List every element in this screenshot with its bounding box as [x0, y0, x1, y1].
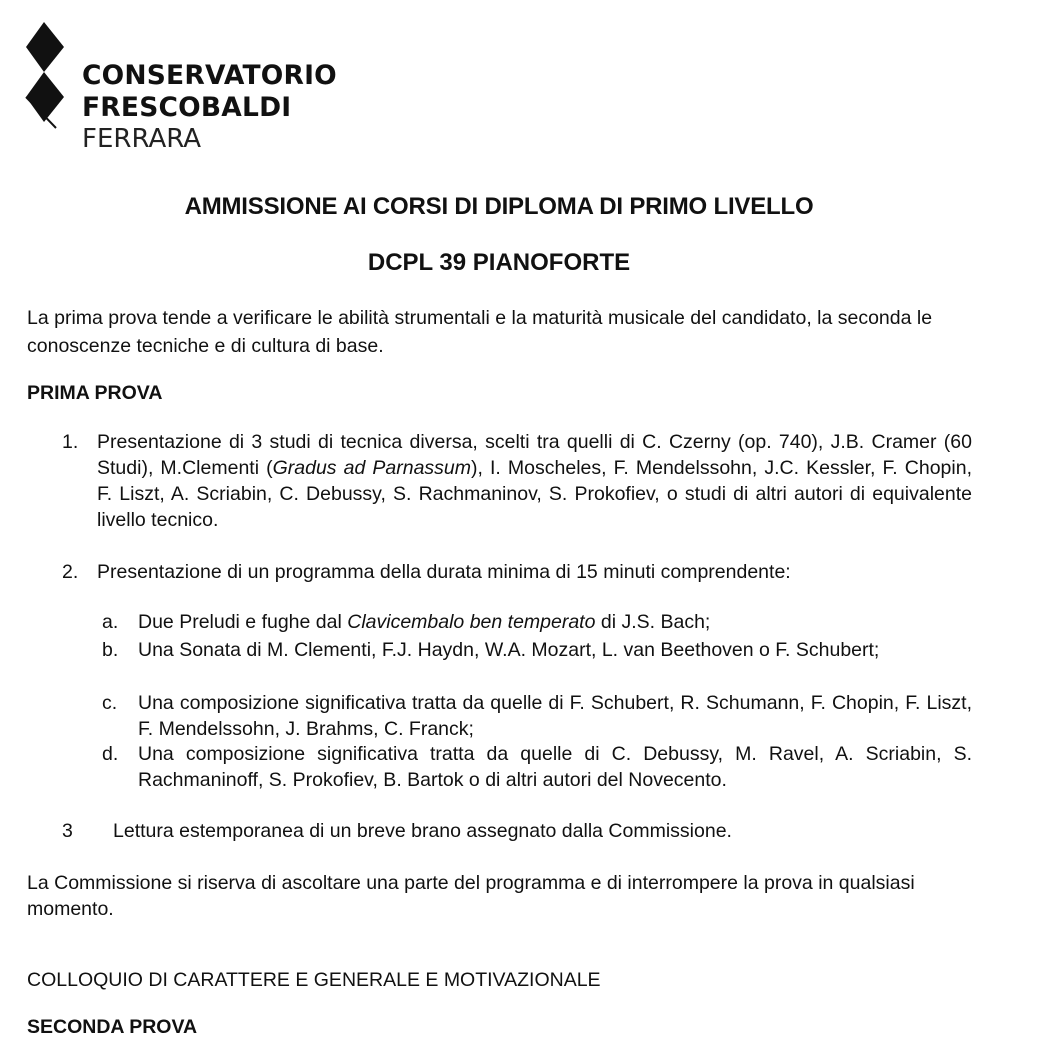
sub-a-text-part-b: di J.S. Bach; — [595, 611, 711, 633]
list-item-3 — [62, 818, 732, 844]
logo-wordmark — [82, 60, 337, 154]
list-item-number: 2. — [62, 561, 79, 583]
seconda-prova-heading: SECONDA PROVA — [27, 1016, 198, 1038]
item1-text-part-a: Presentazione di 3 studi di tecnica diversa, scelti tra quelli di C. Czerny (op. 740), J.B. Cramer (60 Studi), M.Clementi ( — [97, 431, 972, 479]
intro-paragraph: La prima prova tende a verificare le abilità strumentali e la maturità musicale del candidato, la seconda le conoscenze tecniche e di cultura di base. — [27, 307, 933, 357]
list-item-number: 3 — [62, 820, 73, 842]
logo-line-conservatorio: CONSERVATORIO — [82, 60, 337, 91]
list-item-text: Presentazione di un programma della durata minima di 15 minuti comprendente: — [97, 561, 791, 583]
sub-item-letter: a. — [102, 611, 119, 633]
sub-a-italic-title: Clavicembalo ben temperato — [347, 611, 596, 633]
list-item-1 — [62, 429, 972, 533]
logo-line-ferrara: FERRARA — [82, 124, 202, 154]
sub-item-b — [102, 637, 972, 663]
colloquio-heading: COLLOQUIO DI CARATTERE E GENERALE E MOTIVAZIONALE — [27, 969, 601, 991]
sub-item-d — [102, 741, 972, 793]
sub-item-text: Una Sonata di M. Clementi, F.J. Haydn, W.A. Mozart, L. van Beethoven o F. Schubert; — [138, 639, 880, 661]
document-title: AMMISSIONE AI CORSI DI DIPLOMA DI PRIMO LIVELLO — [184, 193, 814, 220]
sub-item-c — [102, 690, 972, 742]
sub-a-text-part-a: Due Preludi e fughe dal — [138, 611, 348, 633]
sub-item-letter: c. — [102, 692, 118, 714]
prima-prova-heading: PRIMA PROVA — [27, 382, 163, 404]
sub-item-a — [102, 609, 972, 635]
item1-text-part-b: ), I. Moscheles, F. Mendelssohn, J.C. Kessler, F. Chopin, F. Liszt, A. Scriabin, C. Debussy, S. Rachmaninov, S. Prokofiev, o studi di altri autori di equivalente livello tecnico. — [97, 457, 972, 531]
list-item-text — [97, 429, 972, 533]
conservatorio-logo-icon — [22, 20, 82, 132]
list-item-2 — [62, 559, 972, 585]
item1-italic-title: Gradus ad Parnassum — [272, 457, 472, 479]
sub-item-text — [138, 609, 972, 635]
sub-item-text: Una composizione significativa tratta da quelle di F. Schubert, R. Schumann, F. Chopin, F. Liszt, F. Mendelssohn, J. Brahms, C. Franck; — [138, 692, 972, 740]
list-item-text: Lettura estemporanea di un breve brano assegnato dalla Commissione. — [113, 820, 732, 842]
list-item-number: 1. — [62, 431, 79, 453]
sub-item-letter: d. — [102, 743, 119, 765]
sub-item-text: Una composizione significativa tratta da quelle di C. Debussy, M. Ravel, A. Scriabin, S. Rachmaninoff, S. Prokofiev, B. Bartok o di altri autori del Novecento. — [138, 743, 972, 791]
logo-line-frescobaldi: FRESCOBALDI — [82, 91, 292, 123]
sub-item-letter: b. — [102, 639, 119, 661]
commissione-paragraph: La Commissione si riserva di ascoltare una parte del programma e di interrompere la prova in qualsiasi momento. — [27, 872, 915, 920]
document-subtitle: DCPL 39 PIANOFORTE — [367, 249, 631, 276]
